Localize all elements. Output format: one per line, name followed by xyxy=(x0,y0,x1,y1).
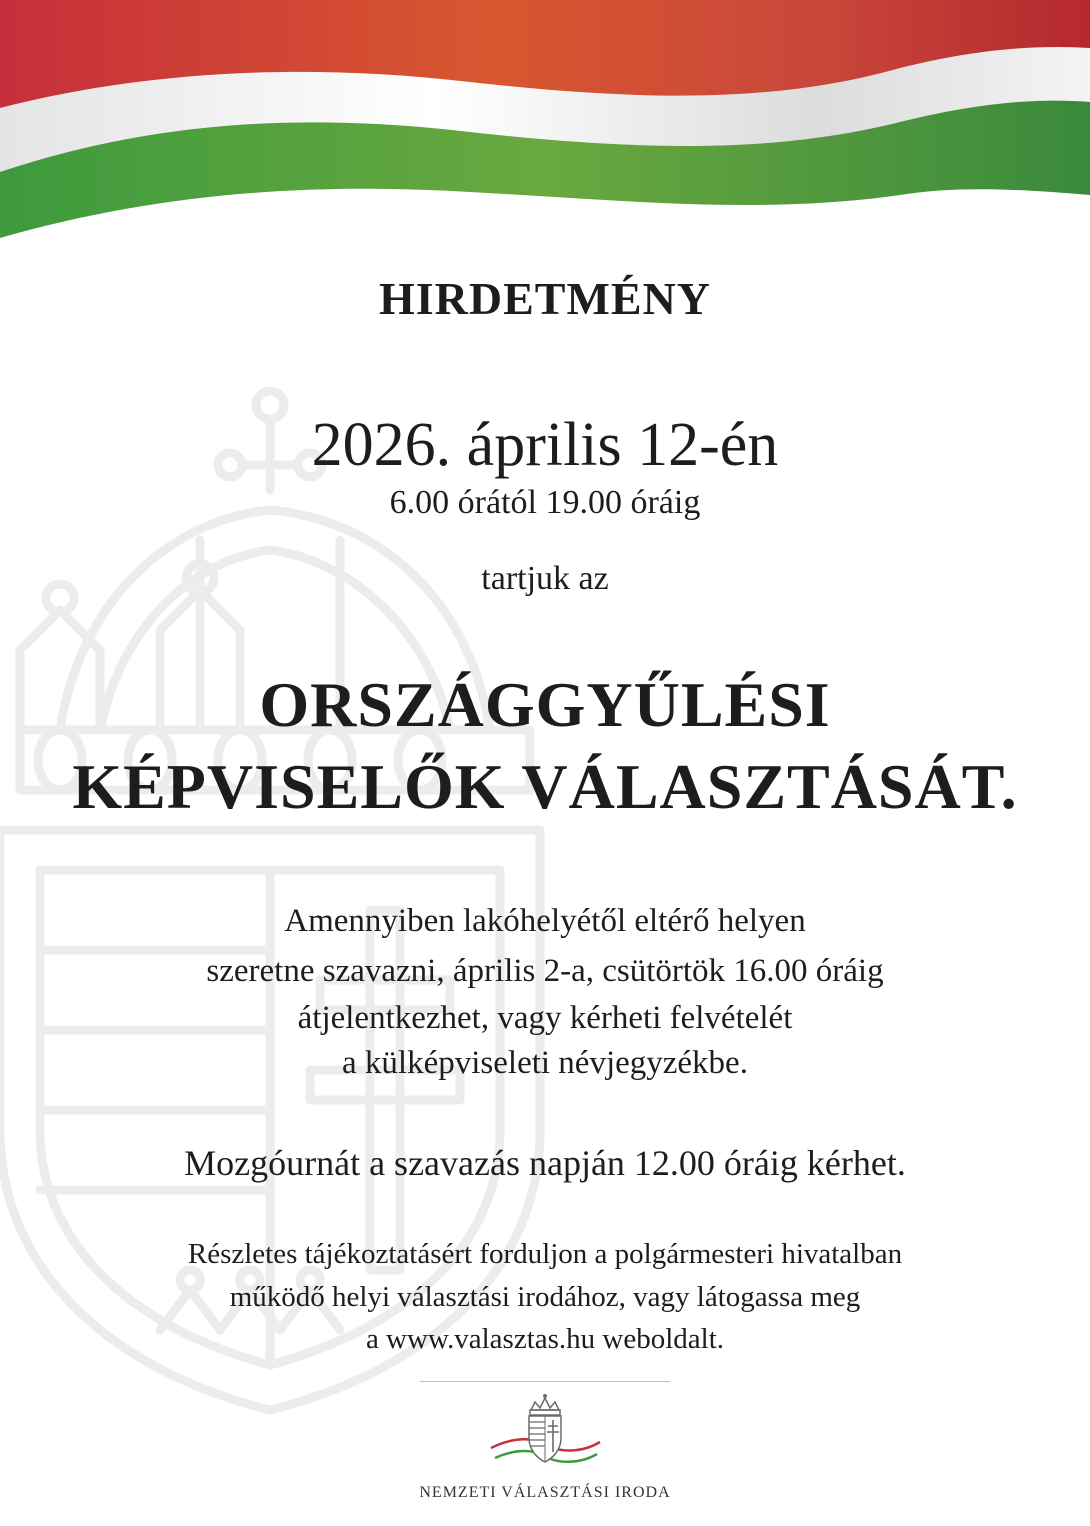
election-title-line2: KÉPVISELŐK VÁLASZTÁSÁT. xyxy=(72,751,1018,822)
mobile-ballot-box-text: Mozgóurnát a szavazás napján 12.00 óráig kérhet. xyxy=(184,1143,906,1183)
paragraph1-line: szeretne szavazni, április 2-a, csütörtök 16.00 óráig xyxy=(206,953,884,989)
paragraph3-line: működő helyi választási irodához, vagy látogassa meg xyxy=(229,1281,861,1313)
paragraph3-line: Részletes tájékoztatásért forduljon a polgármesteri hivatalban xyxy=(187,1238,903,1270)
notice-heading: HIRDETMÉNY xyxy=(378,273,712,324)
crown-coat-of-arms-outline-icon xyxy=(0,370,680,1430)
paragraph1-line: Amennyiben lakóhelyétől eltérő helyen xyxy=(284,903,806,939)
election-date: 2026. április 12-én xyxy=(311,411,779,479)
organization-name: NEMZETI VÁLASZTÁSI IRODA xyxy=(419,1484,671,1501)
paragraph3-line: a www.valasztas.hu weboldalt. xyxy=(365,1323,725,1355)
paragraph1-line: a külképviseleti névjegyzékbe. xyxy=(342,1045,748,1081)
hungarian-coat-of-arms-icon xyxy=(485,1392,605,1470)
hungarian-flag-banner xyxy=(0,0,1090,250)
intro-text: tartjuk az xyxy=(481,560,609,597)
voting-hours: 6.00 órától 19.00 óráig xyxy=(389,484,701,521)
election-title-line1: ORSZÁGGYŰLÉSI xyxy=(259,669,831,740)
paragraph1-line: átjelentkezhet, vagy kérheti felvételét xyxy=(297,1000,793,1036)
footer-divider xyxy=(420,1381,670,1382)
